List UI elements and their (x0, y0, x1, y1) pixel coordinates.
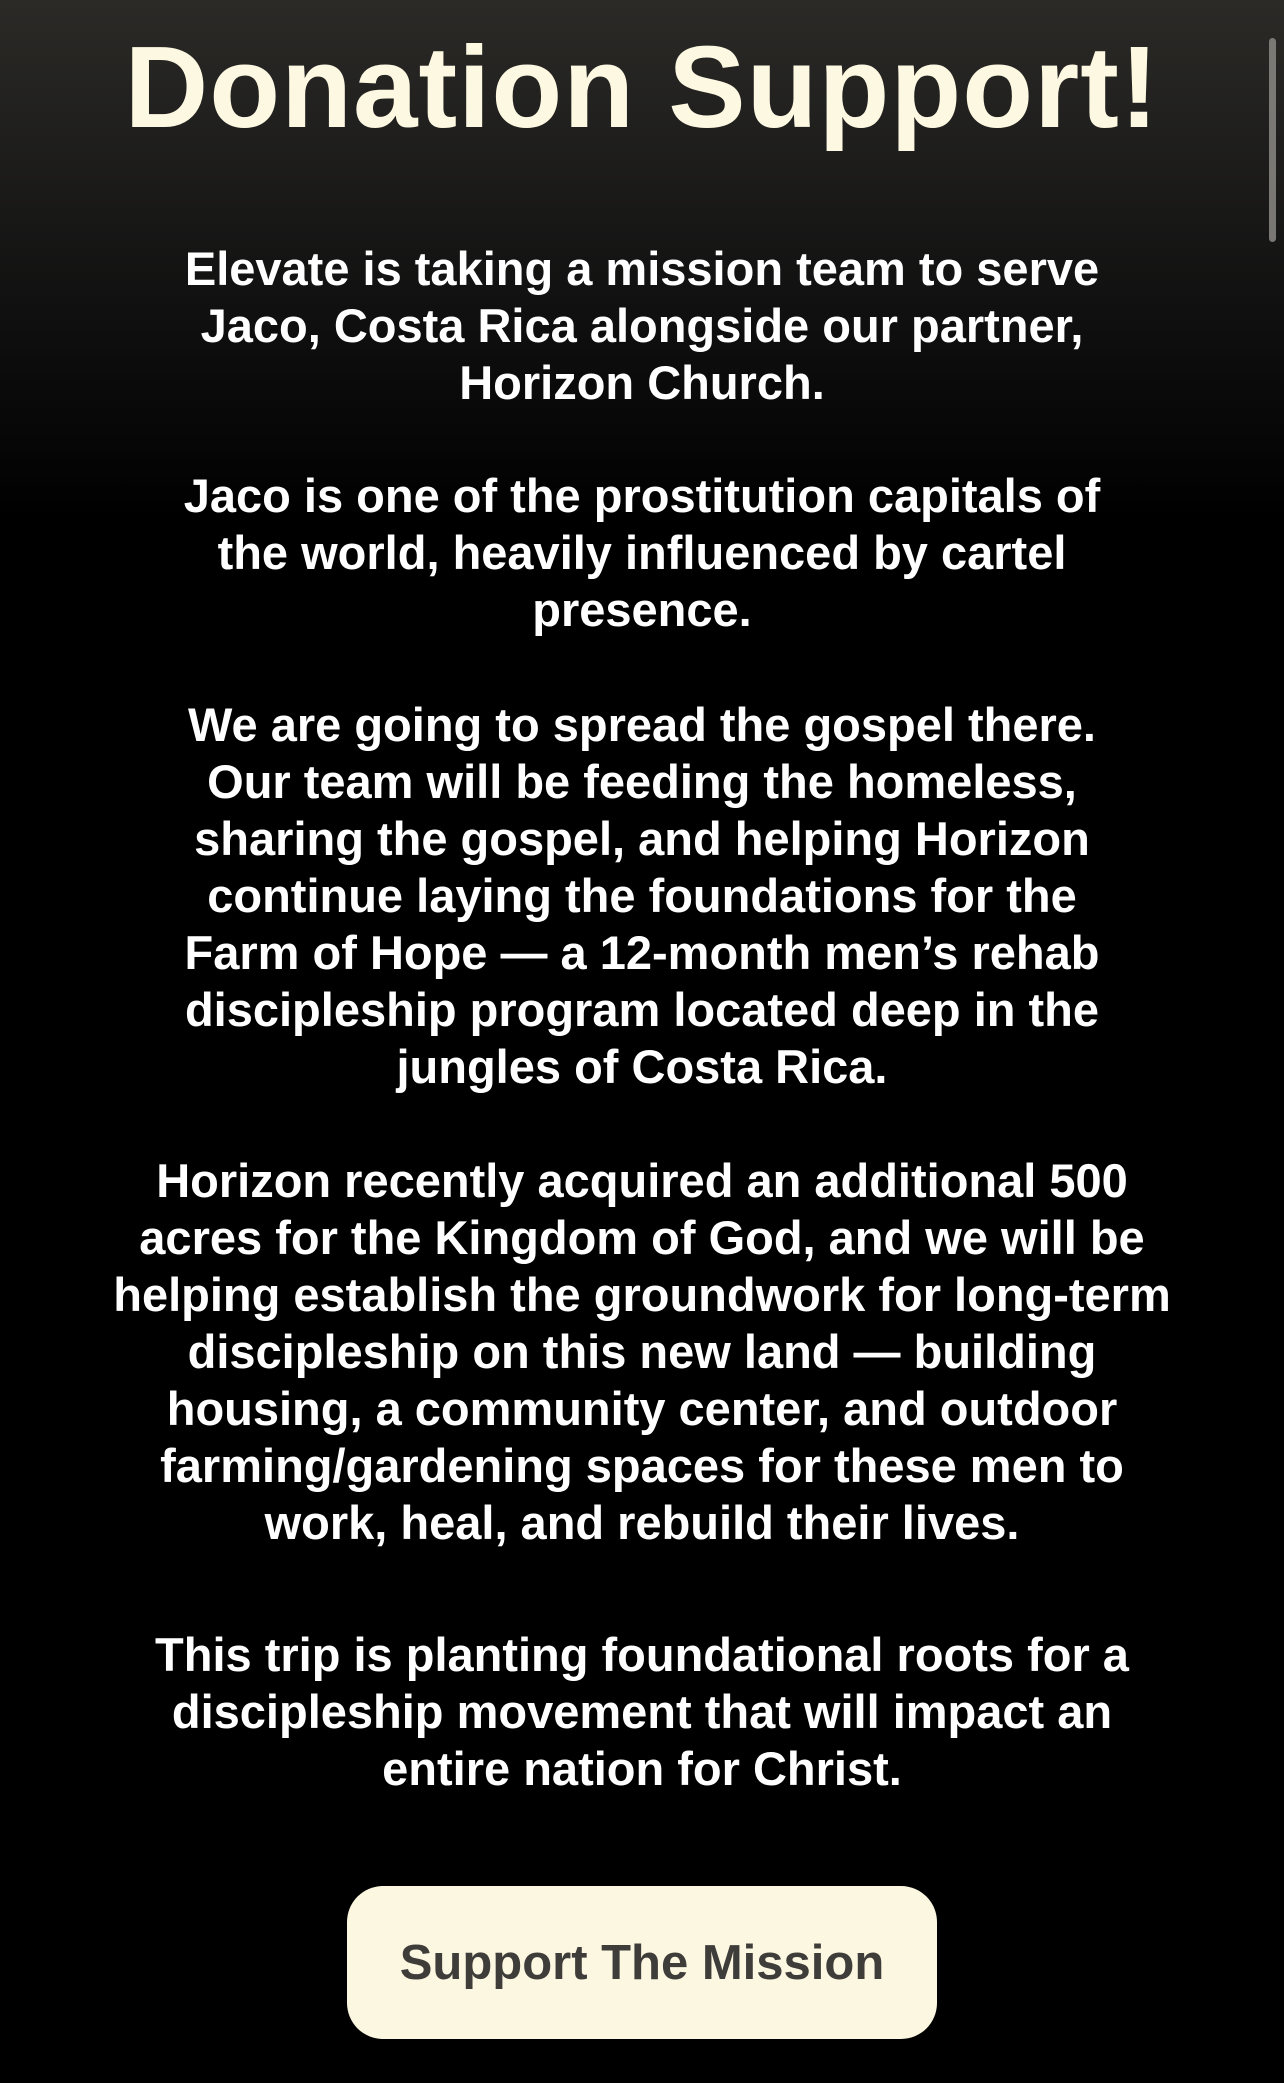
land-paragraph: Horizon recently acquired an additional 500 acres for the Kingdom of God, and we will be helping establish the groundwork for long-term discipleship on this new land — building housing, a community center, and outdoor farming/gardening spaces for these men to work, heal, and rebuild their lives. (113, 1154, 1171, 1549)
page-title: Donation Support! (124, 22, 1160, 152)
support-mission-button[interactable]: Support The Mission (347, 1886, 937, 2039)
context-paragraph: Jaco is one of the prostitution capitals of the world, heavily influenced by cartel presence. (183, 469, 1101, 636)
intro-paragraph: Elevate is taking a mission team to serve Jaco, Costa Rica alongside our partner, Horizon Church. (184, 242, 1100, 409)
closing-paragraph: This trip is planting foundational roots for a discipleship movement that will impact an entire nation for Christ. (155, 1628, 1129, 1795)
mission-paragraph: We are going to spread the gospel there. Our team will be feeding the homeless, sharing the gospel, and helping Horizon continue laying the foundations for the Farm of Hope — a 12-month men’s rehab discipleship program located deep in the jungles of Costa Rica. (184, 698, 1100, 1093)
vertical-scrollbar[interactable] (1269, 38, 1276, 242)
